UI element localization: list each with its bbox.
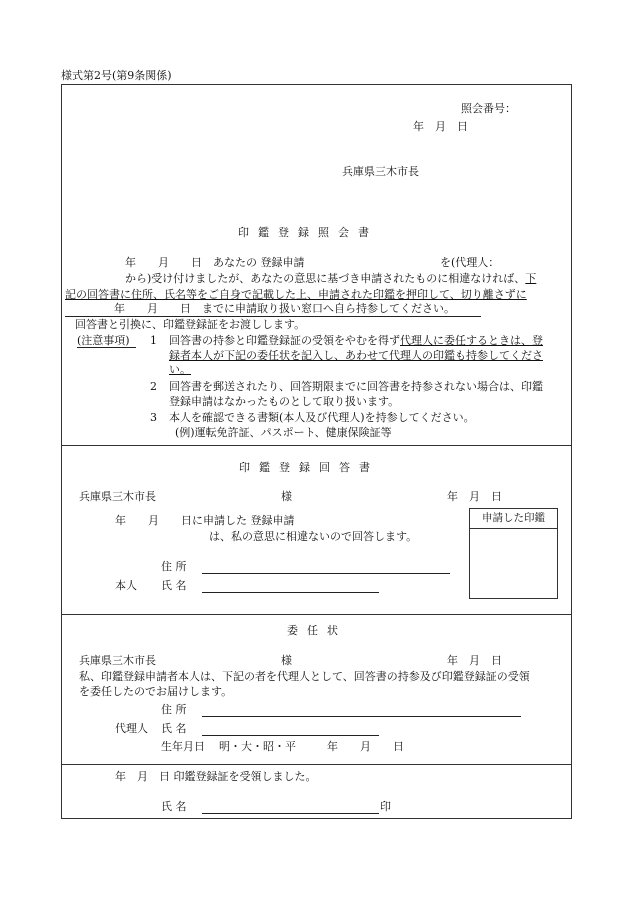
inquiry-text-line4: 年 月 日 までに申請取り扱い窓口へ自ら持参してください。: [114, 302, 455, 315]
receipt-name-label: 氏 名: [161, 800, 187, 813]
proxy-birth-label: 生年月日: [161, 740, 205, 753]
seal-box[interactable]: [469, 508, 558, 599]
receipt-seal-mark: 印: [380, 800, 391, 813]
inquiry-text-line2: [125, 273, 536, 284]
proxy-date: 年 月 日: [447, 654, 502, 667]
reply-name-label: 氏 名: [161, 579, 187, 592]
inquiry-title: 印鑑登録照会書: [238, 226, 378, 239]
proxy-agent-label: 代理人: [115, 722, 148, 735]
receipt-name-field[interactable]: [202, 813, 379, 814]
inquiry-text-line1b: を(代理人：: [440, 256, 500, 269]
proxy-sama: 様: [281, 654, 292, 667]
note-1-line2: 録者本人が下記の委任状を記入し、あわせて代理人の印鑑も持参してくださ: [169, 349, 543, 362]
proxy-text-line1: 私、印鑑登録申請者本人は、下記の者を代理人として、回答書の持参及び印鑑登録証の受領: [79, 670, 530, 683]
reply-date: 年 月 日: [447, 490, 502, 503]
notes-label-underline: [77, 347, 136, 348]
form-frame: [61, 84, 572, 819]
reply-address-label: 住 所: [161, 560, 187, 573]
reply-line2: は、私の意思に相違ないので回答します。: [209, 530, 418, 543]
note-3-line1: 本人を確認できる書類(本人及び代理人)を持参してください。: [169, 411, 475, 424]
inquiry-text-line3: 記の回答書に住所、氏名等をご自身で記載した上、申請された印鑑を押印して、切り離さずに: [65, 288, 527, 301]
proxy-title: 委任状: [287, 624, 347, 637]
inquiry-date: 年 月 日: [413, 120, 468, 133]
reply-self-label: 本人: [115, 579, 137, 592]
form-number: 様式第2号(第9条関係): [61, 69, 172, 82]
reply-sama: 様: [281, 490, 292, 503]
section-divider: [61, 614, 572, 615]
note-1-line1: [169, 335, 543, 346]
proxy-text-line2: を委任したのでお届けします。: [79, 685, 233, 698]
note-2-number: 2: [150, 380, 157, 393]
note-1-line3: い。: [169, 363, 191, 376]
reply-address-field[interactable]: [202, 573, 450, 574]
proxy-addressee: 兵庫県三木市長: [79, 654, 156, 667]
inquiry-text-line5: 回答書と引換に、印鑑登録証をお渡しします。: [75, 318, 306, 331]
notes-label: (注意事項): [77, 334, 130, 347]
reply-addressee: 兵庫県三木市長: [79, 490, 156, 503]
section-divider: [61, 445, 572, 446]
note-3-number: 3: [150, 411, 157, 424]
proxy-birth-date: 年 月 日: [327, 740, 404, 753]
inquiry-text-line2b: 下: [525, 272, 537, 285]
inquiry-ref-number: 照会番号：: [461, 102, 516, 115]
proxy-name-field[interactable]: [202, 735, 379, 736]
inquiry-text-line1a: 年 月 日 あなたの 登録申請: [125, 256, 305, 269]
seal-box-label: 申請した印鑑: [470, 509, 557, 529]
proxy-era-options[interactable]: 明・大・昭・平: [219, 740, 296, 753]
note-3-line2: (例)運転免許証、パスポート、健康保険証等: [175, 426, 392, 439]
proxy-address-label: 住 所: [161, 703, 187, 716]
note-2-line2: 登録申請はなかったものとして取り扱います。: [169, 395, 400, 408]
proxy-address-field[interactable]: [202, 716, 521, 717]
note-1-number: 1: [150, 334, 157, 347]
receipt-text: 年 月 日 印鑑登録証を受領しました。: [115, 770, 317, 783]
proxy-name-label: 氏 名: [161, 722, 187, 735]
inquiry-text-line2a: から)受け付けましたが、あなたの意思に基づき申請されたものに相違なければ、: [125, 272, 526, 285]
note-1-line1b: 代理人に委任するときは、登: [400, 334, 543, 347]
inquiry-addressee: 兵庫県三木市長: [342, 165, 419, 178]
note-1-line1a: 回答書の持参と印鑑登録証の受領をやむを得ず: [169, 334, 400, 347]
section-divider: [61, 764, 572, 765]
deadline-underline: [65, 316, 481, 317]
reply-line1: 年 月 日に申請した 登録申請: [115, 514, 295, 527]
reply-title: 印鑑登録回答書: [239, 461, 379, 474]
reply-name-field[interactable]: [202, 592, 379, 593]
note-2-line1: 回答書を郵送されたり、回答期限までに回答書を持参されない場合は、印鑑: [169, 380, 543, 393]
